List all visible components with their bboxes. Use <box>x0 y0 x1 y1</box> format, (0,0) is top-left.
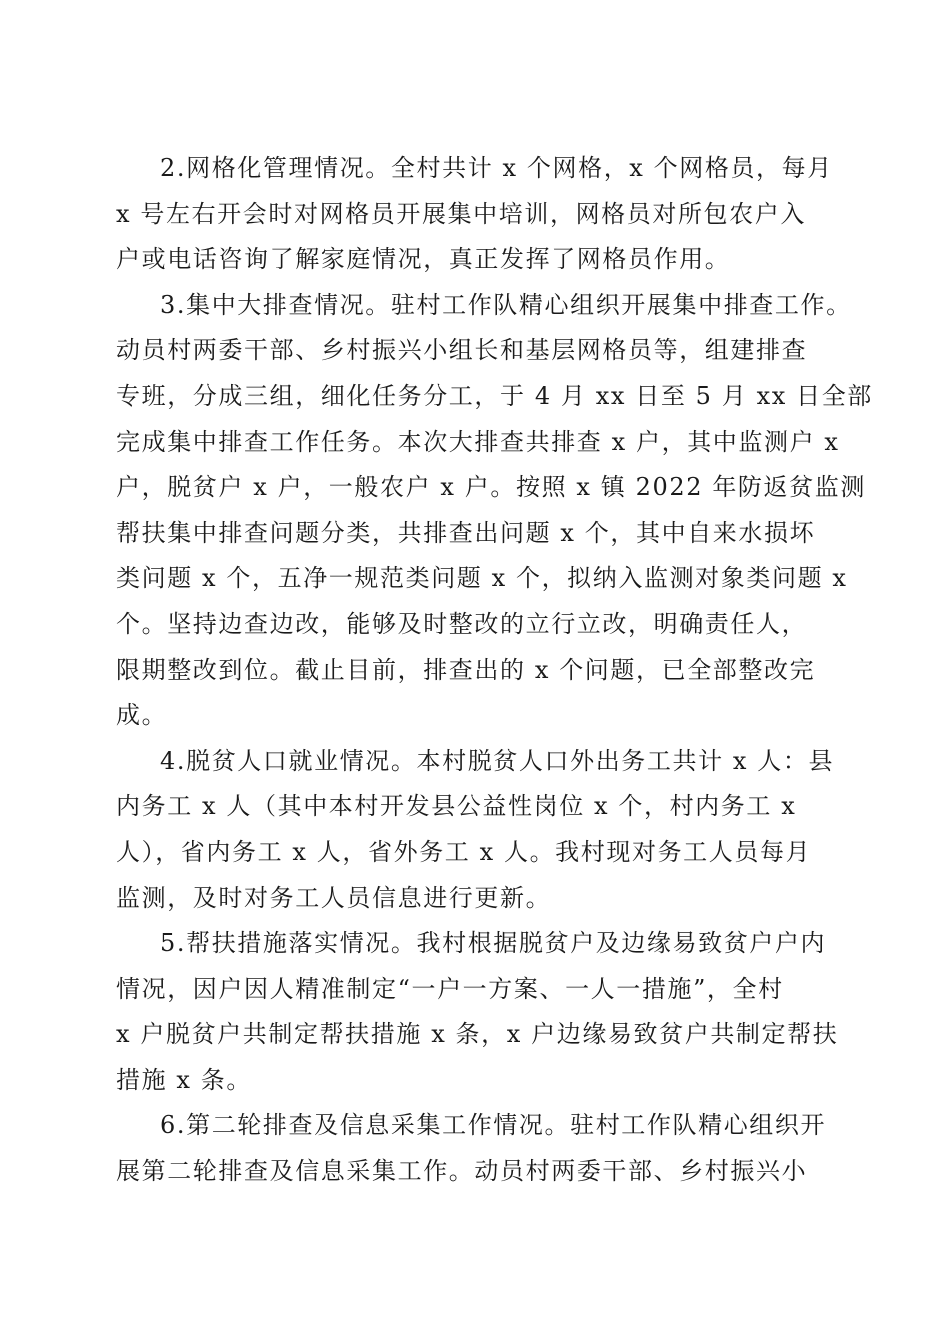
text-line: 个。坚持边查边改，能够及时整改的立行立改，明确责任人， <box>116 609 808 638</box>
text-line: 类问题 x 个，五净一规范类问题 x 个，拟纳入监测对象类问题 x <box>116 564 848 593</box>
document-body <box>116 146 873 1195</box>
text-line: 2.网格化管理情况。全村共计 x 个网格，x 个网格员，每月 <box>160 154 833 182</box>
paragraph-assistance-measures <box>116 921 839 1103</box>
paragraph-centralized-inspection <box>116 283 873 739</box>
text-line: 5.帮扶措施落实情况。我村根据脱贫户及边缘易致贫户户内 <box>160 929 827 958</box>
text-line: 户或电话咨询了解家庭情况，真正发挥了网格员作用。 <box>116 245 731 274</box>
paragraph-second-round-inspection <box>116 1103 828 1194</box>
text-line: 动员村两委干部、乡村振兴小组长和基层网格员等，组建排查 <box>116 336 808 365</box>
text-line: 帮扶集中排查问题分类，共排查出问题 x 个，其中自来水损坏 <box>116 518 816 547</box>
text-line: 专班，分成三组，细化任务分工，于 4 月 xx 日至 5 月 xx 日全部 <box>116 381 873 410</box>
paragraph-grid-management <box>116 146 833 283</box>
text-line: x 号左右开会时对网格员开展集中培训，网格员对所包农户入 <box>116 199 806 228</box>
text-line: 3.集中大排查情况。驻村工作队精心组织开展集中排查工作。 <box>160 290 852 319</box>
text-line: 4.脱贫人口就业情况。本村脱贫人口外出务工共计 x 人：县 <box>160 746 835 775</box>
text-line: x 户脱贫户共制定帮扶措施 x 条，x 户边缘易致贫户共制定帮扶 <box>116 1020 839 1049</box>
text-line: 限期整改到位。截止目前，排查出的 x 个问题，已全部整改完 <box>116 655 816 684</box>
text-line: 6.第二轮排查及信息采集工作情况。驻村工作队精心组织开 <box>160 1111 827 1140</box>
paragraph-employment <box>116 739 835 921</box>
text-line: 内务工 x 人（其中本村开发县公益性岗位 x 个，村内务工 x <box>116 792 797 821</box>
text-line: 人），省内务工 x 人，省外务工 x 人。我村现对务工人员每月 <box>116 837 812 866</box>
text-line: 监测，及时对务工人员信息进行更新。 <box>116 883 552 912</box>
text-line: 户，脱贫户 x 户，一般农户 x 户。按照 x 镇 2022 年防返贫监测 <box>116 473 866 502</box>
text-line: 措施 x 条。 <box>116 1065 252 1094</box>
text-line: 情况，因户因人精准制定“一户一方案、一人一措施”，全村 <box>116 974 784 1003</box>
text-line: 成。 <box>116 701 168 730</box>
text-line: 完成集中排查工作任务。本次大排查共排查 x 户，其中监测户 x <box>116 427 840 456</box>
text-line: 展第二轮排查及信息采集工作。动员村两委干部、乡村振兴小 <box>116 1157 808 1186</box>
